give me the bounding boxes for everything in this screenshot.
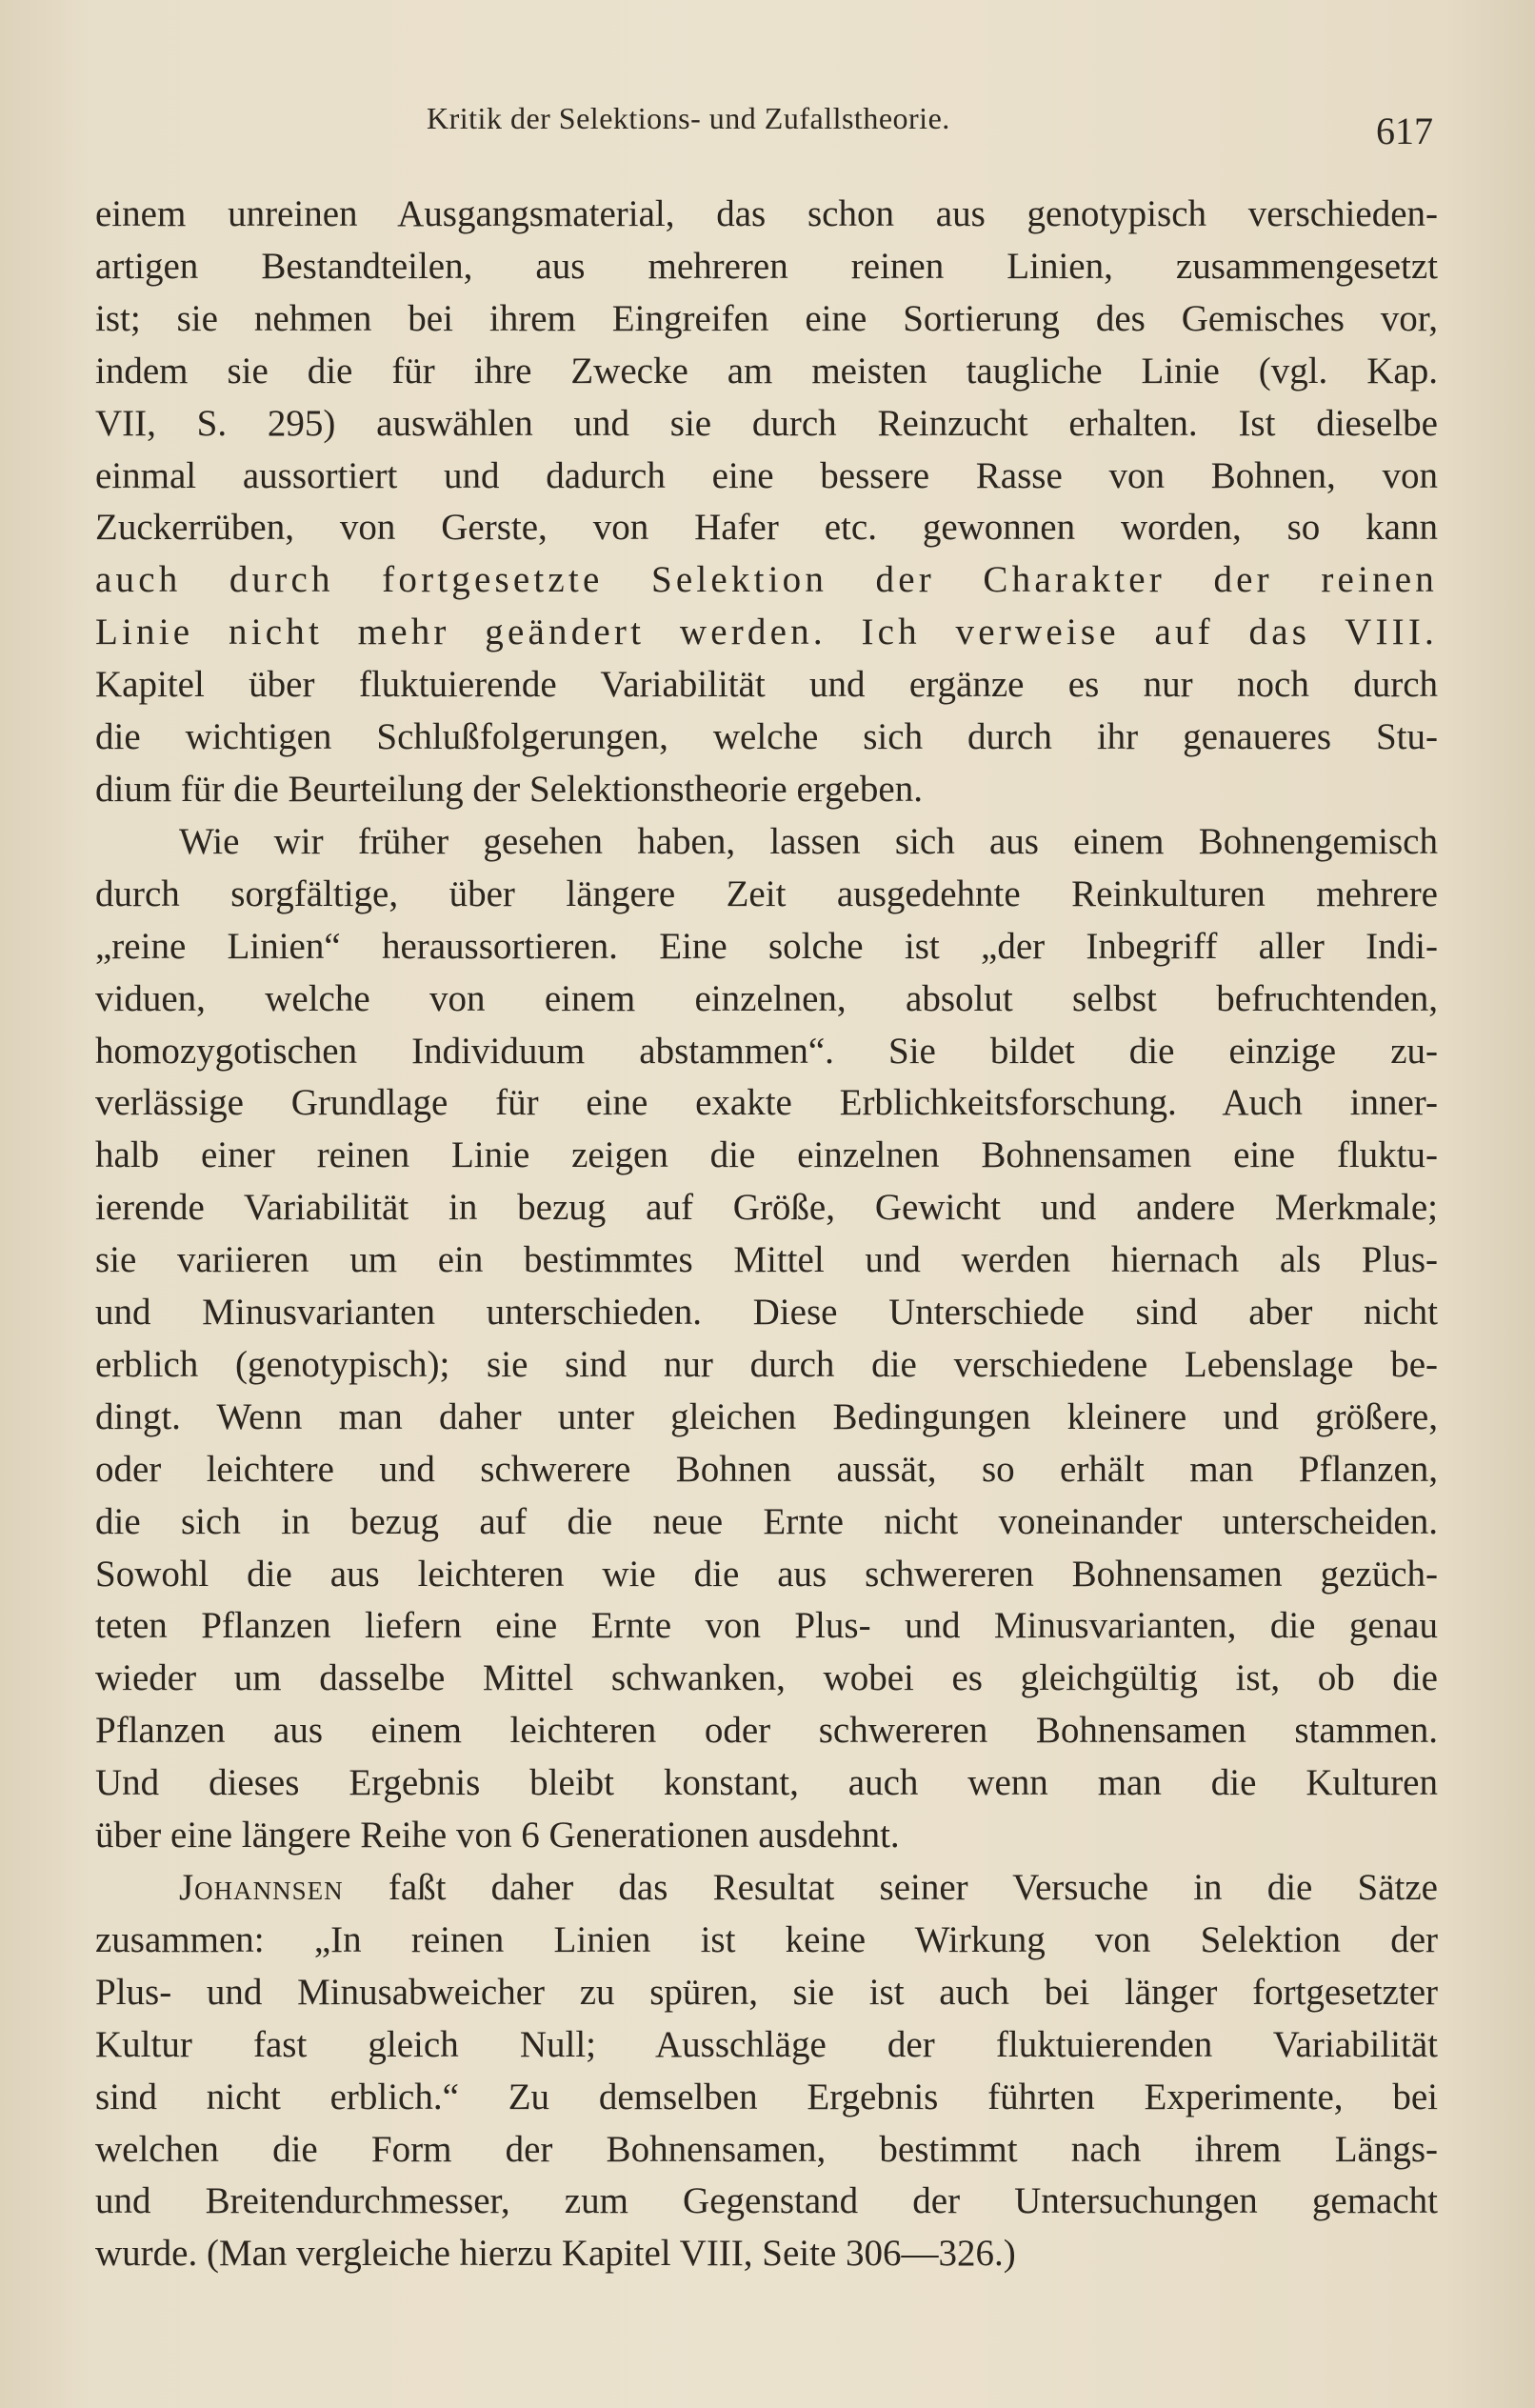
text-line: durch sorgfältige, über längere Zeit ausgedehnte Reinkulturen mehrere xyxy=(95,873,1438,914)
text-line: viduen, welche von einem einzelnen, absolut selbst befruchtenden, xyxy=(95,977,1438,1019)
text-line: die wichtigen Schlußfolgerungen, welche sich durch ihr genaueres Stu- xyxy=(95,716,1438,758)
text-line: ist; sie nehmen bei ihrem Eingreifen eine Sortierung des Gemisches vor, xyxy=(95,297,1438,339)
text-line: einmal aussortiert und dadurch eine bessere Rasse von Bohnen, von xyxy=(95,454,1438,496)
text-line: und Breitendurchmesser, zum Gegenstand der Untersuchungen gemacht xyxy=(95,2180,1438,2222)
text-line: indem sie die für ihre Zwecke am meisten taugliche Linie (vgl. Kap. xyxy=(95,350,1438,391)
text-line: VII, S. 295) auswählen und sie durch Reinzucht erhalten. Ist dieselbe xyxy=(95,402,1438,444)
paragraph-2 xyxy=(95,816,1438,1862)
text-line: artigen Bestandteilen, aus mehreren reinen Linien, zusammengesetzt xyxy=(95,245,1438,287)
text-line: Kapitel über fluktuierende Variabilität und ergänze es nur noch durch xyxy=(95,664,1438,706)
text-line xyxy=(95,1862,1438,1915)
text-line: wieder um dasselbe Mittel schwanken, wobei es gleichgültig ist, ob die xyxy=(95,1657,1438,1699)
text-line: dingt. Wenn man daher unter gleichen Bedingungen kleinere und größere, xyxy=(95,1395,1438,1437)
text-line: dium für die Beurteilung der Selektionstheorie ergeben. xyxy=(95,768,923,810)
text-line: erblich (genotypisch); sie sind nur durch die verschiedene Lebenslage be- xyxy=(95,1343,1438,1385)
text-line: oder leichtere und schwerere Bohnen aussät, so erhält man Pflanzen, xyxy=(95,1448,1438,1490)
paragraph-1 xyxy=(95,189,1438,816)
text-line: Sowohl die aus leichteren wie die aus schwereren Bohnensamen gezüch- xyxy=(95,1553,1438,1595)
text-line: und Minusvarianten unterschieden. Diese Unterschiede sind aber nicht xyxy=(95,1292,1438,1334)
text-line: ierende Variabilität in bezug auf Größe, Gewicht und andere Merkmale; xyxy=(95,1187,1438,1229)
text-line: die sich in bezug auf die neue Ernte nicht voneinander unterscheiden. xyxy=(95,1500,1438,1542)
text-line: Zuckerrüben, von Gerste, von Hafer etc. gewonnen worden, so kann xyxy=(95,507,1438,549)
body-text xyxy=(95,189,1438,2280)
author-name: Johannsen xyxy=(179,1867,344,1908)
text-line: zusammen: „In reinen Linien ist keine Wirkung von Selektion der xyxy=(95,1918,1438,1960)
text-line: welchen die Form der Bohnensamen, bestimmt nach ihrem Längs- xyxy=(95,2128,1438,2170)
text-line-spaced xyxy=(95,607,1438,659)
text-line-spaced: auch durch fortgesetzte Selektion der Charakter der reinen xyxy=(95,559,1438,601)
paragraph-3 xyxy=(95,1862,1438,2280)
text-line: wurde. (Man vergleiche hierzu Kapitel VIII, Seite 306—326.) xyxy=(95,2233,1016,2275)
text-line: halb einer reinen Linie zeigen die einzelnen Bohnensamen eine fluktu- xyxy=(95,1134,1438,1176)
page-number: 617 xyxy=(1376,110,1433,152)
text-line: teten Pflanzen liefern eine Ernte von Plus- und Minusvarianten, die genau xyxy=(95,1605,1438,1647)
text-line: Und dieses Ergebnis bleibt konstant, auch wenn man die Kulturen xyxy=(95,1762,1438,1804)
text-line: Pflanzen aus einem leichteren oder schwereren Bohnensamen stammen. xyxy=(95,1710,1438,1752)
text-line: homozygotischen Individuum abstammen“. Sie bildet die einzige zu- xyxy=(95,1030,1438,1072)
text-line: über eine längere Reihe von 6 Generationen ausdehnt. xyxy=(95,1815,900,1856)
spaced-text: Linie nicht mehr geändert werden. Ich verweise auf das VIII. xyxy=(95,612,1438,653)
text-line: Plus- und Minusabweicher zu spüren, sie ist auch bei länger fortgesetzter xyxy=(95,1971,1438,2013)
text-line: einem unreinen Ausgangsmaterial, das schon aus genotypisch verschieden- xyxy=(95,193,1438,234)
text-line: sie variieren um ein bestimmtes Mittel und werden hiernach als Plus- xyxy=(95,1239,1438,1281)
running-head: Kritik der Selektions- und Zufallstheorie. xyxy=(427,101,950,135)
text-line: Kultur fast gleich Null; Ausschläge der fluktuierenden Variabilität xyxy=(95,2023,1438,2065)
text-line: verlässige Grundlage für eine exakte Erblichkeitsforschung. Auch inner- xyxy=(95,1082,1438,1124)
text-fragment: faßt daher das Resultat seiner Versuche in die Sätze xyxy=(343,1867,1438,1908)
text-line: sind nicht erblich.“ Zu demselben Ergebnis führten Experimente, bei xyxy=(95,2076,1438,2117)
page-header xyxy=(95,95,1447,152)
text-line: Wie wir früher gesehen haben, lassen sich aus einem Bohnengemisch xyxy=(179,820,1438,862)
text-line: „reine Linien“ heraussortieren. Eine solche ist „der Inbegriff aller Indi- xyxy=(95,925,1438,967)
